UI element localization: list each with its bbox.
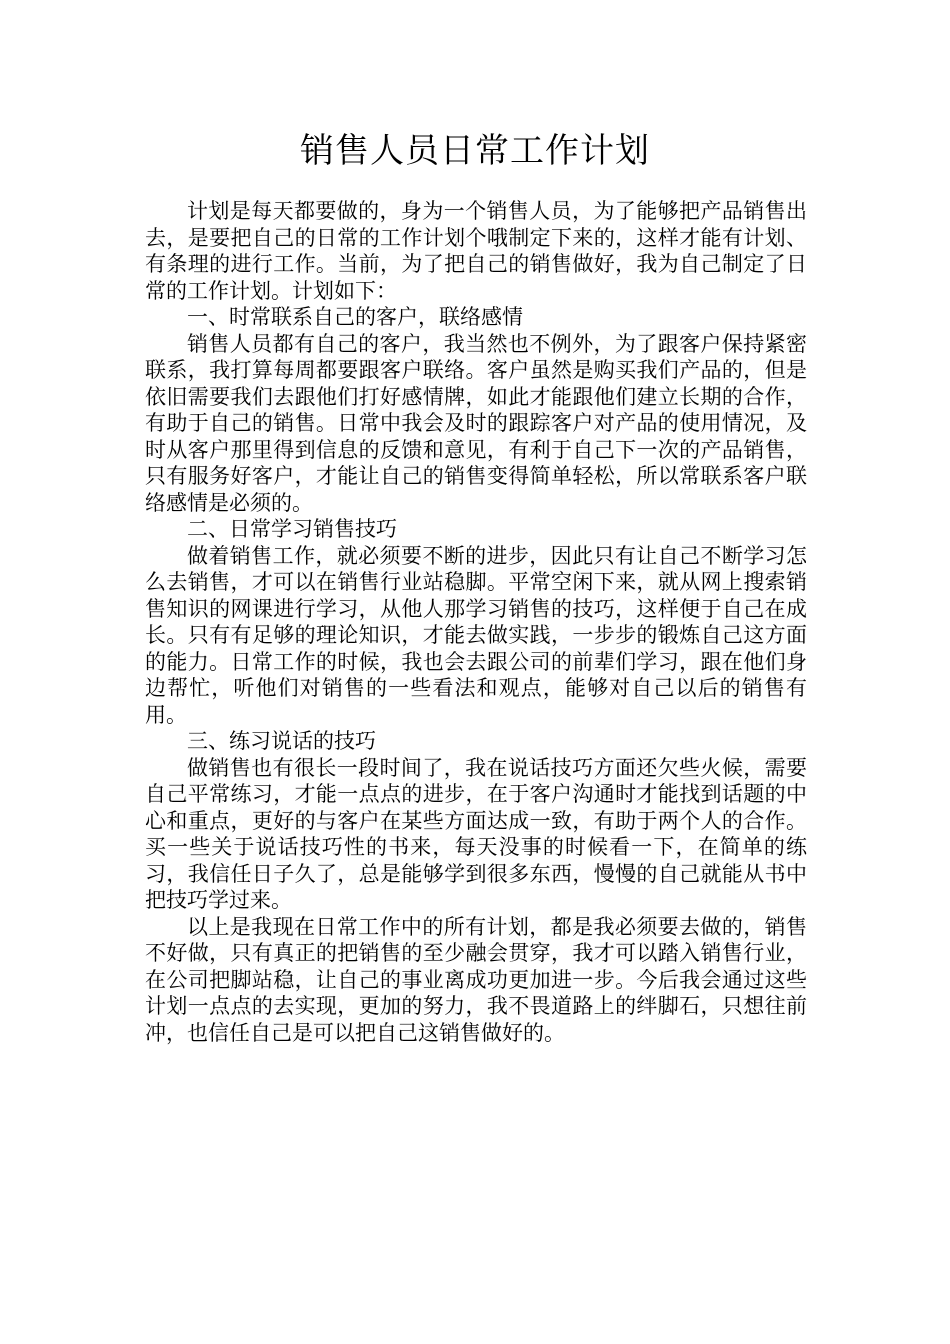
- document-title: 销售人员日常工作计划: [300, 131, 650, 171]
- paragraph-conclusion: 以上是我现在日常工作中的所有计划，都是我必须要去做的，销售不好做，只有真正的把销售的至少融会贯穿，我才可以踏入销售行业，在公司把脚站稳，让自己的事业离成功更加进一步。今后我会通过这些计划一点点的去实现，更加的努力，我不畏道路上的绊脚石，只想往前冲，也信任自己是可以把自己这销售做好的。: [145, 914, 807, 1045]
- paragraph-section-3: 做销售也有很长一段时间了，我在说话技巧方面还欠些火候，需要自己平常练习，才能一点点的进步，在于客户沟通时才能找到话题的中心和重点，更好的与客户在某些方面达成一致，有助于两个人的合作。买一些关于说话技巧性的书来，每天没事的时候看一下，在简单的练习，我信任日子久了，总是能够学到很多东西，慢慢的自己就能从书中把技巧学过来。: [145, 755, 807, 912]
- section-heading-2: 二、日常学习销售技巧: [187, 517, 397, 541]
- paragraph-section-2: 做着销售工作，就必须要不断的进步，因此只有让自己不断学习怎么去销售，才可以在销售行业站稳脚。平常空闲下来，就从网上搜索销售知识的网课进行学习，从他人那学习销售的技巧，这样便于自己在成长。只有有足够的理论知识，才能去做实践，一步步的锻炼自己这方面的能力。日常工作的时候，我也会去跟公司的前辈们学习，跟在他们身边帮忙，听他们对销售的一些看法和观点，能够对自己以后的销售有用。: [145, 543, 807, 727]
- section-heading-3: 三、练习说话的技巧: [187, 729, 376, 753]
- document-body: [145, 198, 807, 1046]
- section-heading-1: 一、时常联系自己的客户，联络感情: [187, 305, 523, 329]
- paragraph-section-1: 销售人员都有自己的客户，我当然也不例外，为了跟客户保持紧密联系，我打算每周都要跟客户联络。客户虽然是购买我们产品的，但是依旧需要我们去跟他们打好感情牌，如此才能跟他们建立长期的合作，有助于自己的销售。日常中我会及时的跟踪客户对产品的使用情况，及时从客户那里得到信息的反馈和意见，有利于自己下一次的产品销售，只有服务好客户，才能让自己的销售变得简单轻松，所以常联系客户联络感情是必须的。: [145, 331, 807, 515]
- paragraph-intro: 计划是每天都要做的，身为一个销售人员，为了能够把产品销售出去，是要把自己的日常的工作计划个哦制定下来的，这样才能有计划、有条理的进行工作。当前，为了把自己的销售做好，我为自己制定了日常的工作计划。计划如下：: [145, 199, 807, 303]
